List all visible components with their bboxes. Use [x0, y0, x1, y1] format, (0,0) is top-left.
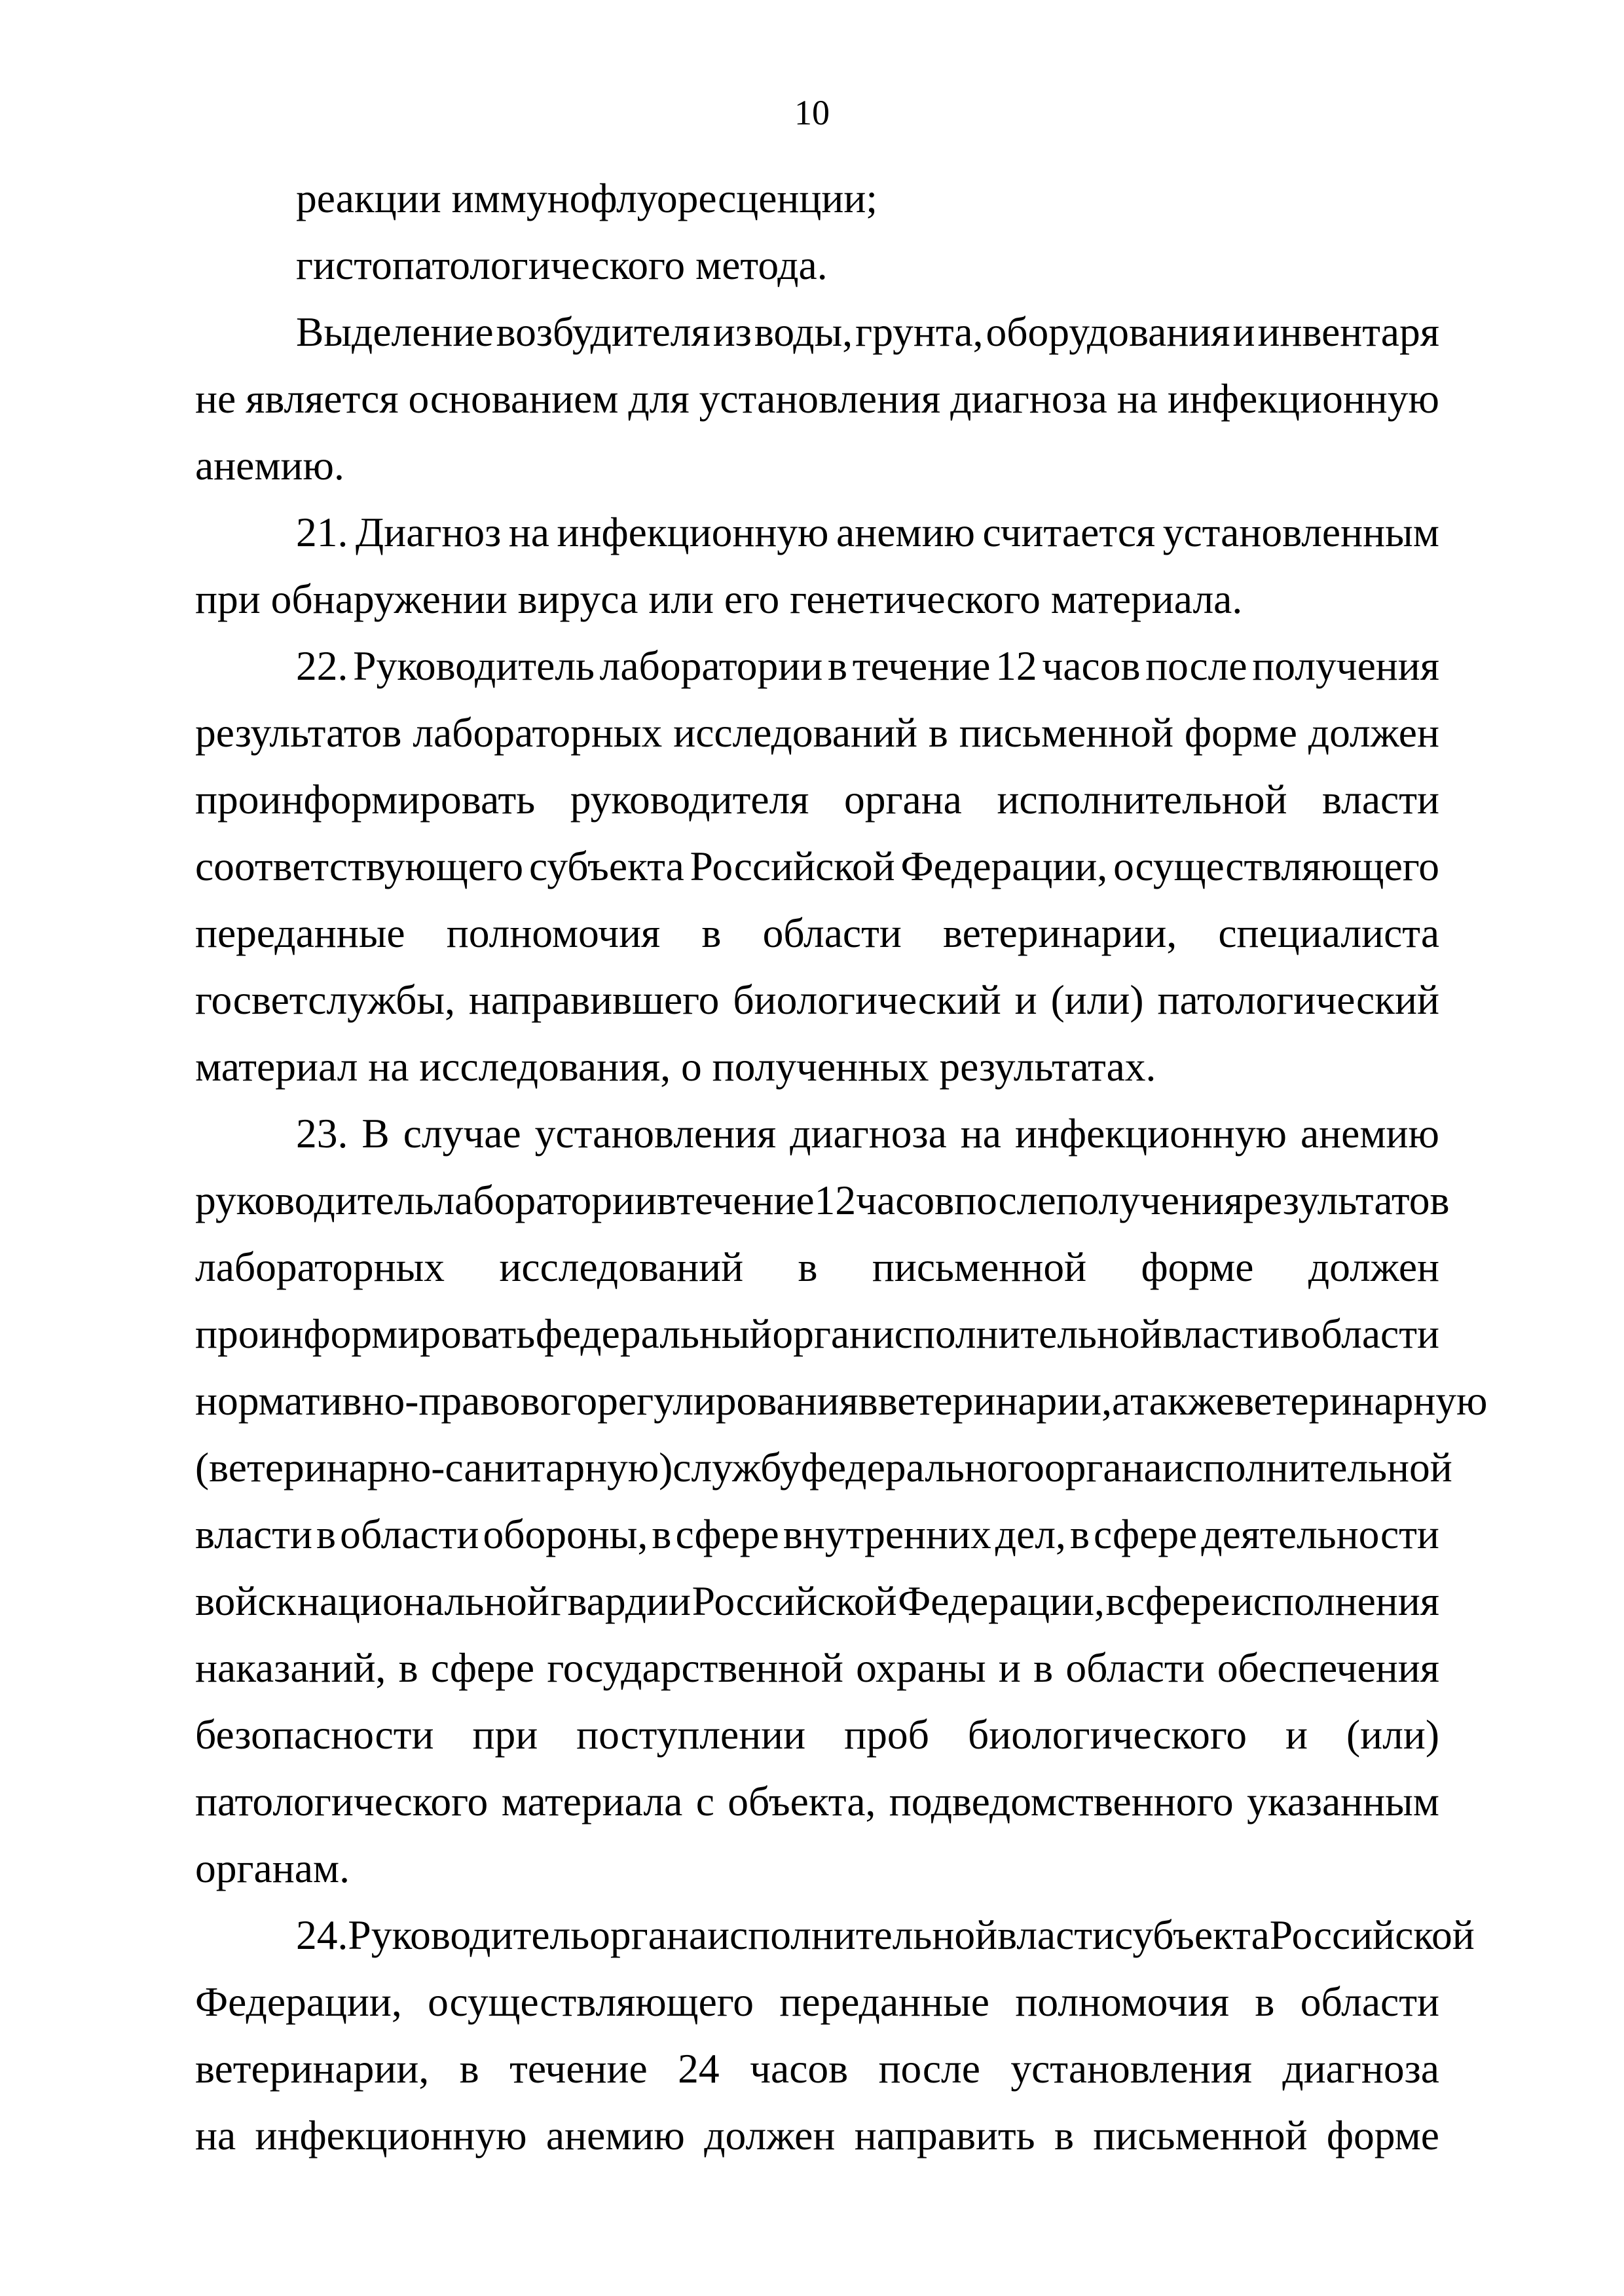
word: часов	[1042, 642, 1141, 689]
word: в	[1033, 1644, 1054, 1691]
word: лабораторных	[413, 709, 663, 756]
word: руководителя	[570, 776, 809, 823]
word: в	[657, 1177, 676, 1223]
word: проинформировать	[195, 776, 536, 823]
word: Выделение	[296, 308, 494, 355]
word: форме	[1184, 709, 1297, 756]
word: исследований	[673, 709, 917, 756]
word: инфекционную	[1167, 375, 1439, 422]
word: наказаний,	[195, 1644, 386, 1691]
word: является	[246, 375, 399, 422]
word: получения	[1056, 1177, 1244, 1223]
word: исполнения	[1230, 1578, 1439, 1624]
word: на	[1116, 375, 1158, 422]
word: национальной	[297, 1578, 549, 1624]
word: сфере	[430, 1644, 535, 1691]
text-line-justified	[195, 1367, 1488, 1434]
word: поступлении	[576, 1711, 806, 1758]
word: Федерации,	[900, 843, 1108, 889]
text-line-justified	[195, 967, 1439, 1033]
word: внутренних	[783, 1511, 991, 1557]
word: объекта,	[728, 1778, 876, 1824]
text-line: гистопатологического метода.	[296, 242, 828, 288]
word: должен	[704, 2112, 836, 2158]
word: области	[1300, 1310, 1439, 1357]
word: 12	[995, 642, 1037, 689]
word: ветеринарии,	[195, 2045, 430, 2092]
text-line-justified	[195, 1568, 1439, 1635]
word: считается	[982, 509, 1156, 555]
word: охраны	[856, 1644, 986, 1691]
word: государственной	[547, 1644, 843, 1691]
word: анемию	[1300, 1110, 1439, 1157]
word: безопасности	[195, 1711, 434, 1758]
word: письменной	[872, 1244, 1087, 1290]
word: из	[712, 308, 752, 355]
word: письменной	[959, 709, 1173, 756]
word: направить	[854, 2112, 1035, 2158]
word: и	[998, 1644, 1021, 1691]
text-line-justified	[195, 1902, 1475, 1969]
word: инвентаря	[1257, 308, 1439, 355]
word: 21.	[296, 509, 348, 555]
word: диагноза	[1282, 2045, 1439, 2092]
word: 24	[678, 2045, 720, 2092]
word: и	[1285, 1711, 1308, 1758]
text-line-justified	[195, 833, 1439, 900]
word: орган	[772, 1310, 872, 1357]
word: власти	[1322, 776, 1439, 823]
text-line-justified	[195, 1635, 1439, 1701]
word: 23.	[296, 1110, 348, 1157]
word: после	[878, 2045, 980, 2092]
word: Руководитель	[348, 1912, 590, 1958]
text-line: материал на исследования, о полученных результатах.	[195, 1043, 1156, 1090]
text-line-justified	[195, 2102, 1439, 2169]
word: установления	[699, 375, 941, 422]
word: лаборатории	[434, 1177, 657, 1223]
word: ветеринарии,	[943, 910, 1177, 956]
text-line-justified	[195, 365, 1439, 432]
text-line-justified	[195, 1167, 1450, 1234]
text-line-justified	[195, 1768, 1439, 1835]
word: оборудования	[986, 308, 1230, 355]
word: случае	[403, 1110, 521, 1157]
word: течение	[509, 2045, 648, 2092]
word: часов	[750, 2045, 849, 2092]
word: на	[960, 1110, 1001, 1157]
text-line: органам.	[195, 1845, 350, 1891]
word: 24.	[296, 1912, 348, 1958]
word: регулирования	[597, 1377, 858, 1424]
text-line-justified	[195, 1969, 1439, 2035]
word: субъекта	[1115, 1912, 1270, 1958]
word: основанием	[408, 375, 619, 422]
text-line-justified	[195, 1301, 1439, 1367]
word: после	[954, 1177, 1056, 1223]
word: в	[652, 1511, 672, 1557]
word: (ветеринарно-санитарную)	[195, 1444, 673, 1491]
word: в	[1255, 1978, 1275, 2025]
word: в	[858, 1377, 878, 1424]
word: в	[828, 642, 848, 689]
word: в	[1105, 1578, 1126, 1624]
word: В	[361, 1110, 390, 1157]
word: области	[762, 910, 902, 956]
word: федеральный	[535, 1310, 772, 1357]
word: анемию	[545, 2112, 685, 2158]
word: области	[340, 1511, 479, 1557]
word: обеспечения	[1217, 1644, 1439, 1691]
word: подведомственного	[889, 1778, 1234, 1824]
word: в	[459, 2045, 479, 2092]
word: в	[398, 1644, 418, 1691]
word: инфекционную	[557, 509, 829, 555]
word: для	[628, 375, 690, 422]
word: Диагноз	[355, 509, 502, 555]
word: на	[195, 2112, 236, 2158]
word: Российской	[692, 1578, 897, 1624]
word: власти	[997, 1912, 1115, 1958]
word: сфере	[1094, 1511, 1198, 1557]
word: (или)	[1346, 1711, 1439, 1758]
word: проинформировать	[195, 1310, 536, 1357]
word: федерального	[800, 1444, 1044, 1491]
word: исполнительной	[997, 776, 1287, 823]
word: власти	[1162, 1310, 1280, 1357]
word: Руководитель	[353, 642, 595, 689]
word: переданные	[779, 1978, 989, 2025]
word: исполнительной	[1162, 1444, 1452, 1491]
word: установления	[1010, 2045, 1252, 2092]
document-body	[195, 165, 1488, 2169]
word: руководитель	[195, 1177, 434, 1223]
text-line-justified	[195, 2035, 1439, 2102]
word: в	[701, 910, 722, 956]
word: получения	[1252, 642, 1439, 689]
text-line-justified	[195, 900, 1439, 967]
word: сфере	[1126, 1578, 1230, 1624]
word: результатов	[195, 709, 402, 756]
word: деятельности	[1201, 1511, 1439, 1557]
word: направившего	[468, 976, 720, 1023]
word: сфере	[675, 1511, 779, 1557]
word: с	[695, 1778, 714, 1824]
word: проб	[844, 1711, 929, 1758]
word: патологический	[1157, 976, 1439, 1023]
text-line-justified	[195, 1701, 1439, 1768]
word: инфекционную	[1014, 1110, 1287, 1157]
word: воды,	[754, 308, 853, 355]
word: обороны,	[483, 1511, 648, 1557]
word: лабораторных	[195, 1244, 445, 1290]
page-number: 10	[794, 93, 830, 132]
word: области	[1065, 1644, 1205, 1691]
word: специалиста	[1218, 910, 1439, 956]
word: патологического	[195, 1778, 489, 1824]
word: органа	[589, 1912, 708, 1958]
word: в	[1280, 1310, 1300, 1357]
word: исследований	[499, 1244, 744, 1290]
word: ветеринарную	[1234, 1377, 1488, 1424]
word: субъекта	[529, 843, 684, 889]
word: войск	[195, 1578, 297, 1624]
word: биологического	[967, 1711, 1247, 1758]
text-line-justified	[195, 299, 1439, 365]
text-line-justified	[195, 1501, 1439, 1568]
word: течение	[852, 642, 991, 689]
word: Федерации,	[898, 1578, 1105, 1624]
word: после	[1145, 642, 1247, 689]
word: не	[195, 375, 236, 422]
text-line: при обнаружении вируса или его генетического материала.	[195, 576, 1243, 622]
word: нормативно-правового	[195, 1377, 598, 1424]
word: возбудителя	[496, 308, 710, 355]
word: переданные	[195, 910, 405, 956]
word: (или)	[1050, 976, 1144, 1023]
word: ветеринарии,	[877, 1377, 1112, 1424]
word: в	[316, 1511, 337, 1557]
word: полномочия	[446, 910, 661, 956]
word: осуществляющего	[1113, 843, 1439, 889]
word: Российской	[1269, 1912, 1475, 1958]
word: органа	[1044, 1444, 1162, 1491]
text-line-justified	[195, 699, 1439, 766]
word: форме	[1326, 2112, 1439, 2158]
text-line-justified	[195, 633, 1439, 699]
word: в	[928, 709, 948, 756]
word: установления	[534, 1110, 777, 1157]
word: и	[1014, 976, 1037, 1023]
word: лаборатории	[599, 642, 823, 689]
word: результатов	[1243, 1177, 1450, 1223]
word: должен	[1308, 709, 1439, 756]
word: исполнительной	[872, 1310, 1162, 1357]
text-line-justified	[195, 1434, 1452, 1501]
word: соответствующего	[195, 843, 524, 889]
word: Российской	[690, 843, 895, 889]
word: дел,	[995, 1511, 1066, 1557]
word: и	[1232, 308, 1255, 355]
word: письменной	[1093, 2112, 1308, 2158]
text-line-justified	[195, 1100, 1439, 1167]
word: грунта,	[855, 308, 984, 355]
word: также	[1130, 1377, 1234, 1424]
word: на	[508, 509, 549, 555]
word: исполнительной	[707, 1912, 998, 1958]
word: должен	[1308, 1244, 1439, 1290]
word: установленным	[1162, 509, 1439, 555]
word: области	[1300, 1978, 1439, 2025]
word: диагноза	[790, 1110, 947, 1157]
text-line: анемию.	[195, 442, 344, 489]
word: форме	[1141, 1244, 1254, 1290]
word: 12	[814, 1177, 857, 1223]
word: госветслужбы,	[195, 976, 455, 1023]
text-line-justified	[195, 1234, 1439, 1301]
word: власти	[195, 1511, 312, 1557]
word: инфекционную	[255, 2112, 527, 2158]
word: материала	[501, 1778, 683, 1824]
word: диагноза	[950, 375, 1107, 422]
word: полномочия	[1015, 1978, 1229, 2025]
text-line-justified	[195, 766, 1439, 833]
word: Федерации,	[195, 1978, 402, 2025]
word: биологический	[733, 976, 1001, 1023]
word: гвардии	[550, 1578, 692, 1624]
text-line-justified	[195, 499, 1439, 566]
word: осуществляющего	[428, 1978, 754, 2025]
word: в	[798, 1244, 818, 1290]
word: указанным	[1247, 1778, 1439, 1824]
word: анемию	[836, 509, 975, 555]
word: в	[1054, 2112, 1074, 2158]
word: органа	[843, 776, 962, 823]
word: часов	[856, 1177, 955, 1223]
word: при	[472, 1711, 538, 1758]
word: в	[1069, 1511, 1090, 1557]
word: течение	[676, 1177, 815, 1223]
word: службу	[673, 1444, 801, 1491]
word: а	[1111, 1377, 1131, 1424]
word: 22.	[296, 642, 348, 689]
text-line: реакции иммунофлуоресценции;	[296, 175, 878, 221]
